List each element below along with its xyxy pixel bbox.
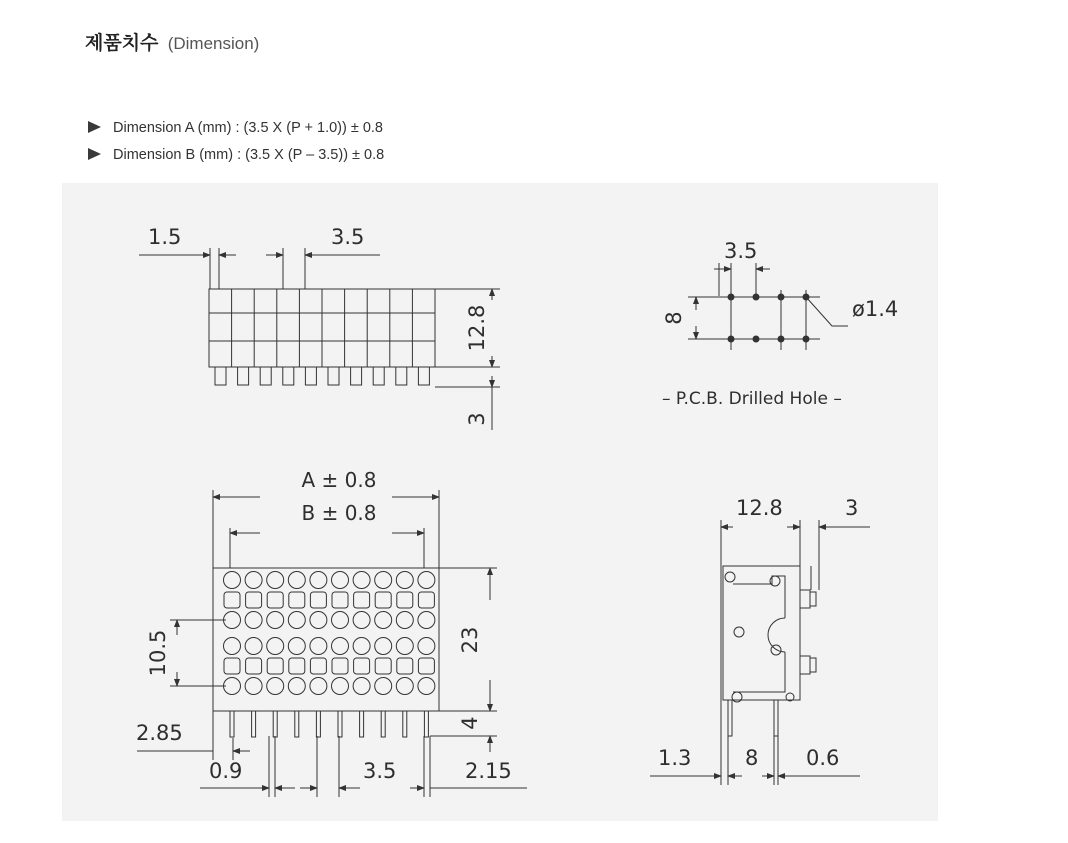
pin-foot [238,367,249,385]
dim-label: 0.9 [209,759,243,783]
dim-label: 8 [745,746,759,770]
pin-lead [230,711,234,737]
dim-label: B ± 0.8 [301,501,377,525]
pin-foot [373,367,384,385]
dim-label: 12.8 [465,304,489,352]
dim-label: 3 [845,496,859,520]
dim-label: 10.5 [146,629,170,677]
pin-foot [215,367,226,385]
dim-label: 3.5 [363,759,397,783]
dim-label: A ± 0.8 [301,468,377,492]
dim-label: 2.15 [465,759,512,783]
pin-lead [252,711,256,737]
pin-foot [305,367,316,385]
dim-label: ø1.4 [852,297,899,321]
dim-label: 12.8 [736,496,783,520]
pin-lead [360,711,364,737]
pin-foot [396,367,407,385]
pcb-caption: – P.C.B. Drilled Hole – [662,389,842,409]
pin-lead [403,711,407,737]
pin-lead [316,711,320,737]
drill-hole [728,294,734,300]
pin-lead [295,711,299,737]
dim-label: 1.3 [658,746,692,770]
dim-label: 3 [465,412,489,426]
title-korean: 제품치수 [85,32,159,54]
top-view [139,248,500,430]
dim-label: 0.6 [806,746,840,770]
pin-lead [381,711,385,737]
pin-foot [283,367,294,385]
drill-hole [778,336,784,342]
drill-hole [753,294,759,300]
dim-label: 3.5 [724,239,758,263]
pin-foot [328,367,339,385]
pin-foot [418,367,429,385]
pin-foot [260,367,271,385]
dim-label: 4 [458,716,482,730]
pcb-hole-pattern [688,263,848,350]
dimension-a-formula: Dimension A (mm) : (3.5 X (P + 1.0)) ± 0.8 [113,120,383,136]
drill-hole [778,294,784,300]
drill-hole [803,336,809,342]
pin-lead [424,711,428,737]
title-english: (Dimension) [167,34,260,53]
dim-label: 3.5 [331,225,365,249]
pin-lead [273,711,277,737]
pin-lead [338,711,342,737]
pin-foot [351,367,362,385]
drill-hole [753,336,759,342]
dim-label: 8 [662,311,686,325]
drill-hole [728,336,734,342]
dimension-b-formula: Dimension B (mm) : (3.5 X (P – 3.5)) ± 0.8 [113,147,385,163]
dim-label: 2.85 [136,721,183,745]
dim-label: 1.5 [148,225,182,249]
dim-label: 23 [458,626,482,654]
